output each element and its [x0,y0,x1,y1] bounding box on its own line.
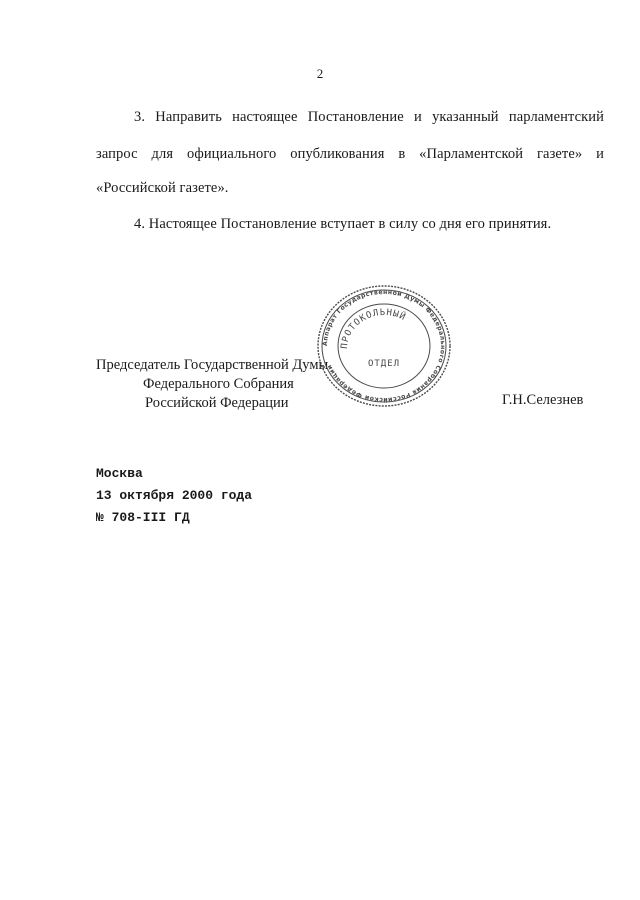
city: Москва [96,466,143,481]
date: 13 октября 2000 года [96,488,253,503]
svg-text:ПРОТОКОЛЬНЫЙ [340,308,409,349]
paragraph-3-line-1: 3. Направить настоящее Постановление и указанный парламентский [134,109,604,125]
stamp-inner-text-bottom: ОТДЕЛ [367,359,401,369]
paragraph-4: 4. Настоящее Постановление вступает в силу со дня его принятия. [134,216,552,232]
signatory-title-line-3: Российской Федерации [145,395,289,411]
paragraph-3-line-3: «Российской газете». [96,180,229,196]
signatory-title-line-1: Председатель Государственной Думы [96,357,329,373]
official-stamp [313,283,455,409]
stamp-inner-text-top: ПРОТОКОЛЬНЫЙ [339,307,408,350]
signatory-name: Г.Н.Селезнев [502,392,584,408]
signatory-title-line-2: Федерального Собрания [143,376,294,392]
stamp-outer-text: Аппарат Государственной Думы Федерального Собрания Российской Федерации [321,288,447,404]
signatory-title [96,356,328,413]
paragraph-3-line-2: запрос для официального опубликования в «Парламентской газете» и [96,146,604,162]
place-and-date [96,463,252,529]
page-number: 2 [316,66,324,81]
document-number: № 708-III ГД [96,510,190,525]
